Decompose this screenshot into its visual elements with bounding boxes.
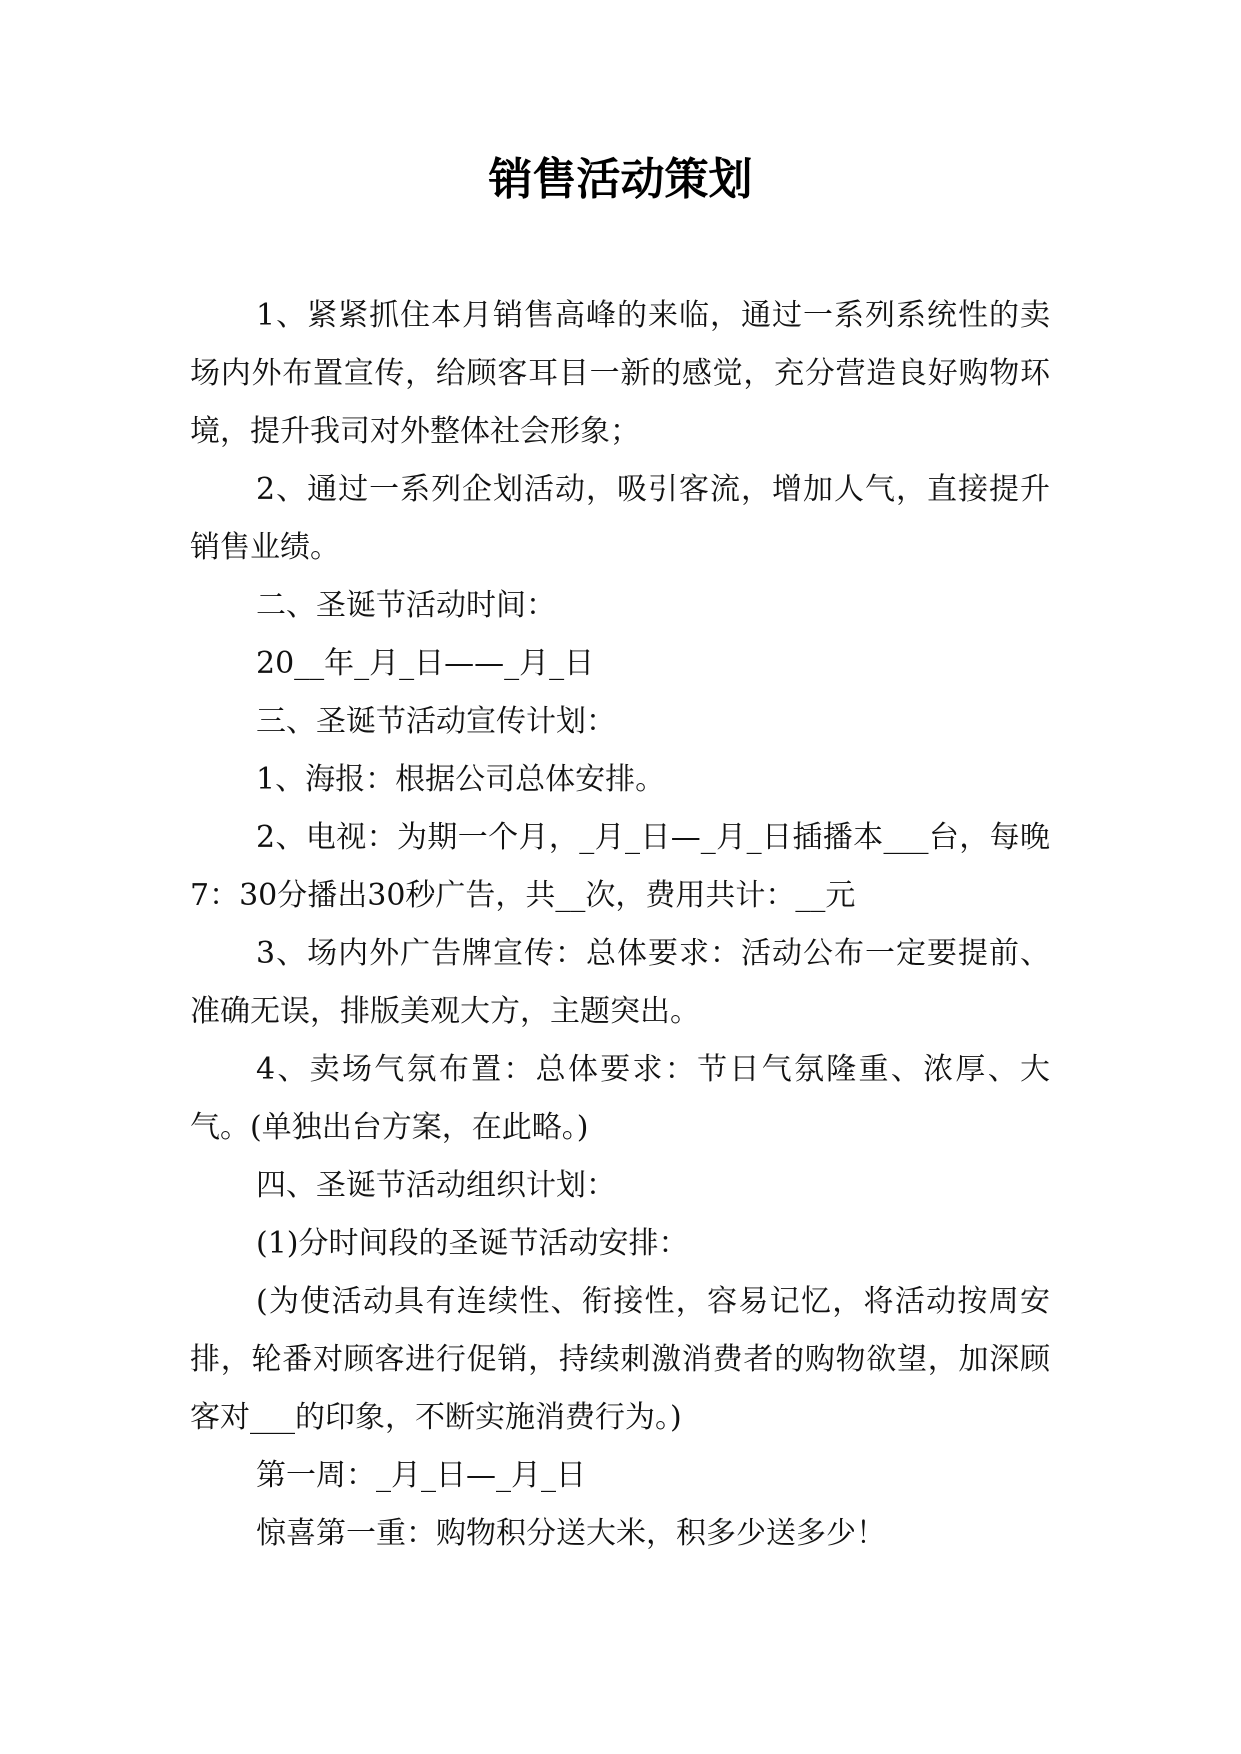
document-body — [190, 287, 1050, 1563]
paragraph: 惊喜第一重：购物积分送大米，积多少送多少！ — [256, 1516, 886, 1551]
section-heading: 三、圣诞节活动宣传计划： — [256, 704, 616, 739]
paragraph: 2、电视：为期一个月，_月_日—_月_日插播本___台，每晚7：30分播出30秒广告，共__次，费用共计：__元 — [190, 820, 1050, 913]
section-heading: 四、圣诞节活动组织计划： — [256, 1168, 616, 1203]
paragraph: 3、场内外广告牌宣传：总体要求：活动公布一定要提前、准确无误，排版美观大方，主题突出。 — [190, 936, 1050, 1029]
section-heading: 二、圣诞节活动时间： — [256, 588, 556, 623]
paragraph: (1)分时间段的圣诞节活动安排： — [256, 1226, 689, 1261]
paragraph: 1、海报：根据公司总体安排。 — [256, 762, 666, 797]
document-title: 销售活动策划 — [488, 154, 753, 205]
paragraph: 1、紧紧抓住本月销售高峰的来临，通过一系列系统性的卖场内外布置宣传，给顾客耳目一新的感觉，充分营造良好购物环境，提升我司对外整体社会形象； — [190, 298, 1050, 449]
paragraph: 4、卖场气氛布置：总体要求：节日气氛隆重、浓厚、大气。(单独出台方案，在此略。) — [190, 1052, 1050, 1145]
paragraph: 2、通过一系列企划活动，吸引客流，增加人气，直接提升销售业绩。 — [190, 472, 1050, 565]
paragraph: (为使活动具有连续性、衔接性，容易记忆，将活动按周安排，轮番对顾客进行促销，持续刺激消费者的购物欲望，加深顾客对___的印象，不断实施消费行为。) — [190, 1284, 1050, 1435]
paragraph: 20__年_月_日——_月_日 — [256, 646, 595, 681]
paragraph: 第一周：_月_日—_月_日 — [256, 1458, 586, 1493]
